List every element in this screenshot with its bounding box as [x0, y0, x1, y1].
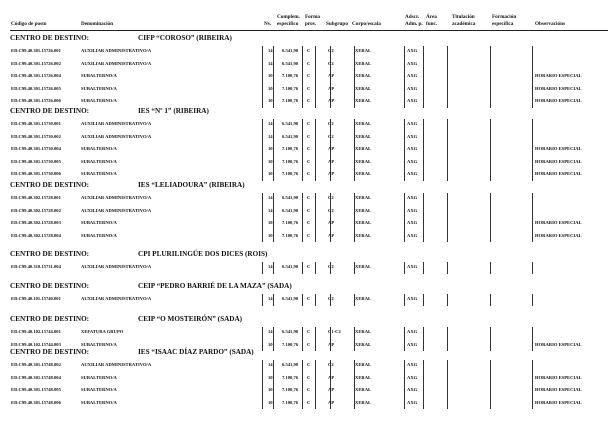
cell-complemento: 7.100,76	[282, 98, 299, 103]
cell-nivel: 14	[268, 264, 273, 269]
destination-section	[10, 34, 608, 108]
cell-nivel: 14	[268, 48, 273, 53]
cell-forma-provision: C	[307, 85, 311, 91]
cell-denominacion: SUBALTERNO/A	[81, 374, 117, 380]
cell-adscricion: AXG	[407, 48, 418, 53]
cell-corpo-escala: XERAL	[355, 220, 372, 225]
cell-nivel: 10	[268, 374, 273, 380]
cell-adscricion: AXG	[407, 195, 418, 200]
cell-subgrupo: AP	[328, 98, 335, 103]
cell-observacions: HORARIO ESPECIAL	[535, 146, 582, 151]
header-rule	[10, 30, 608, 31]
cell-observacions: HORARIO ESPECIAL	[535, 220, 582, 225]
cell-codigo: ED.C99.40.301.15730.004	[11, 146, 61, 151]
table-row	[10, 372, 608, 384]
cell-forma-provision: C	[307, 362, 311, 367]
cell-observacions: HORARIO ESPECIAL	[535, 341, 582, 347]
header-especifica: específica	[492, 21, 514, 27]
cell-adscricion: AXG	[407, 60, 418, 66]
section-label: CENTRO DE DESTINO:	[10, 181, 90, 189]
cell-subgrupo: C2	[328, 60, 334, 66]
cell-forma-provision: C	[307, 121, 311, 126]
destination-section	[10, 107, 608, 181]
destination-section	[10, 282, 608, 306]
table-row	[10, 118, 608, 130]
cell-complemento: 7.100,76	[282, 146, 299, 151]
cell-corpo-escala: XERAL	[355, 98, 372, 103]
cell-subgrupo: AP	[328, 171, 335, 176]
cell-adscricion: AXG	[407, 133, 418, 139]
cell-forma-provision: C	[307, 158, 311, 164]
cell-forma-provision: C	[307, 207, 311, 213]
cell-nivel: 10	[268, 146, 273, 151]
cell-codigo: ED.C99.40.301.15748.004	[11, 374, 61, 380]
cell-codigo: ED.C99.40.302.15728.001	[11, 195, 61, 200]
section-label: CENTRO DE DESTINO:	[10, 282, 90, 290]
cell-nivel: 10	[268, 232, 273, 238]
cell-corpo-escala: XERAL	[355, 48, 372, 53]
cell-denominacion: SUBALTERNO/A	[81, 98, 117, 103]
cell-adscricion: AXG	[407, 362, 418, 367]
cell-complemento: 7.100,76	[282, 341, 299, 347]
cell-forma-provision: C	[307, 220, 311, 225]
cell-codigo: ED.C99.40.101.15740.001	[11, 296, 61, 301]
cell-adscricion: AXG	[407, 146, 418, 151]
cell-nivel: 14	[268, 296, 273, 301]
cell-complemento: 6.541,90	[282, 207, 299, 213]
table-row	[10, 217, 608, 229]
cell-subgrupo: C2	[328, 207, 334, 213]
cell-adscricion: AXG	[407, 171, 418, 176]
cell-complemento: 6.541,90	[282, 48, 299, 53]
cell-nivel: 10	[268, 387, 273, 392]
cell-forma-provision: C	[307, 73, 311, 78]
cell-nivel: 14	[268, 362, 273, 367]
section-center-name: CEIP “PEDRO BARRIÉ DE LA MAZA” (SADA)	[138, 282, 292, 290]
cell-adscricion: AXG	[407, 387, 418, 392]
cell-forma-provision: C	[307, 133, 311, 139]
cell-nivel: 10	[268, 73, 273, 78]
cell-nivel: 14	[268, 133, 273, 139]
cell-nivel: 14	[268, 195, 273, 200]
destination-section	[10, 181, 608, 242]
cell-nivel: 14	[268, 207, 273, 213]
section-label: CENTRO DE DESTINO:	[10, 315, 90, 323]
table-row	[10, 230, 608, 242]
cell-complemento: 7.100,76	[282, 171, 299, 176]
table-row	[10, 95, 608, 107]
cell-adscricion: AXG	[407, 264, 418, 269]
table-row	[10, 58, 608, 70]
cell-adscricion: AXG	[407, 207, 418, 213]
cell-subgrupo: C2	[328, 195, 334, 200]
table-row	[10, 261, 608, 273]
cell-denominacion: XEFATURA GRUPO	[81, 329, 124, 334]
cell-forma-provision: C	[307, 296, 311, 301]
section-center-name: CEIP “O MOSTEIRÓN” (SADA)	[138, 315, 243, 323]
cell-codigo: ED.C99.40.301.15748.005	[11, 387, 61, 392]
cell-subgrupo: C1-C2	[328, 329, 341, 334]
destination-section	[10, 250, 608, 274]
cell-adscricion: AXG	[407, 232, 418, 238]
table-row	[10, 45, 608, 57]
cell-subgrupo: AP	[328, 387, 335, 392]
cell-denominacion: SUBALTERNO/A	[81, 85, 117, 91]
cell-denominacion: SUBALTERNO/A	[81, 232, 117, 238]
cell-corpo-escala: XERAL	[355, 146, 372, 151]
cell-subgrupo: AP	[328, 399, 335, 405]
cell-codigo: ED.C99.40.302.15728.004	[11, 232, 61, 238]
section-label: CENTRO DE DESTINO:	[10, 250, 90, 258]
cell-observacions: HORARIO ESPECIAL	[535, 85, 582, 91]
cell-nivel: 10	[268, 341, 273, 347]
cell-codigo: ED.C99.40.301.15726.005	[11, 85, 61, 91]
cell-complemento: 6.541,90	[282, 264, 299, 269]
cell-nivel: 14	[268, 329, 273, 334]
header-adscr: Adscr.	[405, 14, 420, 20]
cell-corpo-escala: XERAL	[355, 296, 372, 301]
cell-corpo-escala: XERAL	[355, 195, 372, 200]
table-row	[10, 156, 608, 168]
table-row	[10, 384, 608, 396]
header-subgrupo: Subgrupo	[326, 21, 348, 27]
cell-codigo: ED.C99.40.301.15726.006	[11, 98, 61, 103]
cell-complemento: 6.541,90	[282, 60, 299, 66]
cell-corpo-escala: XERAL	[355, 207, 372, 213]
cell-complemento: 7.100,76	[282, 85, 299, 91]
cell-complemento: 7.100,76	[282, 374, 299, 380]
cell-nivel: 10	[268, 158, 273, 164]
cell-adscricion: AXG	[407, 73, 418, 78]
cell-nivel: 10	[268, 98, 273, 103]
cell-observacions: HORARIO ESPECIAL	[535, 158, 582, 164]
cell-nivel: 14	[268, 60, 273, 66]
cell-corpo-escala: XERAL	[355, 362, 372, 367]
cell-corpo-escala: XERAL	[355, 329, 372, 334]
cell-subgrupo: AP	[328, 158, 335, 164]
header-adm-p: Adm. p.	[405, 21, 423, 27]
cell-subgrupo: AP	[328, 374, 335, 380]
table-row	[10, 293, 608, 305]
header-academica: académica	[452, 21, 476, 27]
cell-codigo: ED.C99.40.301.15730.001	[11, 121, 61, 126]
cell-codigo: ED.C99.40.102.15744.001	[11, 329, 61, 334]
cell-denominacion: SUBALTERNO/A	[81, 158, 117, 164]
table-row	[10, 131, 608, 143]
cell-corpo-escala: XERAL	[355, 374, 372, 380]
cell-corpo-escala: XERAL	[355, 341, 372, 347]
cell-denominacion: AUXILIAR ADMINISTRATIVO/A	[81, 195, 152, 200]
header-func: func.	[426, 21, 438, 27]
cell-forma-provision: C	[307, 341, 311, 347]
cell-subgrupo: AP	[328, 220, 335, 225]
cell-forma-provision: C	[307, 98, 311, 103]
cell-complemento: 7.100,76	[282, 220, 299, 225]
cell-subgrupo: C2	[328, 264, 334, 269]
header-area: Área	[426, 14, 437, 20]
cell-complemento: 7.100,76	[282, 73, 299, 78]
cell-forma-provision: C	[307, 399, 311, 405]
cell-forma-provision: C	[307, 48, 311, 53]
table-row	[10, 397, 608, 409]
destination-section	[10, 315, 608, 351]
cell-denominacion: AUXILIAR ADMINISTRATIVO/A	[81, 121, 152, 126]
cell-codigo: ED.C99.40.301.15730.006	[11, 171, 61, 176]
cell-forma-provision: C	[307, 146, 311, 151]
cell-complemento: 6.541,90	[282, 133, 299, 139]
cell-codigo: ED.C99.40.310.15731.004	[11, 264, 61, 269]
table-row	[10, 359, 608, 371]
cell-adscricion: AXG	[407, 158, 418, 164]
table-row	[10, 192, 608, 204]
cell-subgrupo: C2	[328, 133, 334, 139]
cell-codigo: ED.C99.40.102.15744.003	[11, 341, 61, 347]
cell-denominacion: SUBALTERNO/A	[81, 171, 117, 176]
header-formacion: Formación	[492, 14, 517, 20]
cell-forma-provision: C	[307, 264, 311, 269]
header-corpo-escala: Corpo/escala	[352, 21, 381, 27]
cell-denominacion: SUBALTERNO/A	[81, 341, 117, 347]
header-observacions: Observacións	[535, 21, 565, 27]
cell-denominacion: SUBALTERNO/A	[81, 146, 117, 151]
cell-subgrupo: C2	[328, 362, 334, 367]
cell-observacions: HORARIO ESPECIAL	[535, 232, 582, 238]
cell-corpo-escala: XERAL	[355, 121, 372, 126]
cell-denominacion: AUXILIAR ADMINISTRATIVO/A	[81, 362, 152, 367]
cell-nivel: 10	[268, 85, 273, 91]
cell-corpo-escala: XERAL	[355, 387, 372, 392]
cell-nivel: 14	[268, 121, 273, 126]
cell-complemento: 6.541,90	[282, 329, 299, 334]
cell-subgrupo: AP	[328, 341, 335, 347]
section-center-name: CPI PLURILINGÜE DOS DICES (ROIS)	[138, 250, 268, 258]
cell-corpo-escala: XERAL	[355, 171, 372, 176]
cell-observacions: HORARIO ESPECIAL	[535, 399, 582, 405]
table-row	[10, 326, 608, 338]
header-forma: Forma	[305, 14, 320, 20]
cell-adscricion: AXG	[407, 121, 418, 126]
cell-adscricion: AXG	[407, 98, 418, 103]
cell-corpo-escala: XERAL	[355, 399, 372, 405]
cell-corpo-escala: XERAL	[355, 133, 372, 139]
cell-subgrupo: AP	[328, 73, 335, 78]
cell-denominacion: SUBALTERNO/A	[81, 220, 117, 225]
table-row	[10, 143, 608, 155]
table-row	[10, 205, 608, 217]
section-center-name: CIFP “COROSO” (RIBEIRA)	[138, 34, 232, 42]
cell-complemento: 6.541,90	[282, 362, 299, 367]
cell-denominacion: SUBALTERNO/A	[81, 73, 117, 78]
cell-denominacion: SUBALTERNO/A	[81, 399, 117, 405]
cell-corpo-escala: XERAL	[355, 158, 372, 164]
cell-nivel: 10	[268, 220, 273, 225]
section-label: CENTRO DE DESTINO:	[10, 34, 90, 42]
cell-denominacion: SUBALTERNO/A	[81, 387, 117, 392]
cell-codigo: ED.C99.40.301.15730.002	[11, 133, 61, 139]
cell-subgrupo: C2	[328, 48, 334, 53]
cell-forma-provision: C	[307, 329, 311, 334]
cell-subgrupo: AP	[328, 146, 335, 151]
cell-observacions: HORARIO ESPECIAL	[535, 171, 582, 176]
cell-adscricion: AXG	[407, 341, 418, 347]
cell-corpo-escala: XERAL	[355, 264, 372, 269]
section-center-name: IES “ISAAC DÍAZ PARDO” (SADA)	[138, 348, 254, 356]
header-titulacion: Titulación	[452, 14, 475, 20]
section-center-name: IES “Nº 1” (RIBEIRA)	[138, 107, 209, 115]
header-especifico: específico	[277, 21, 299, 27]
cell-codigo: ED.C99.40.301.15726.002	[11, 60, 61, 66]
cell-subgrupo: C2	[328, 121, 334, 126]
header-denominacion: Denominación	[81, 21, 113, 27]
header-prov: prov.	[305, 21, 317, 27]
table-row	[10, 83, 608, 95]
table-row	[10, 168, 608, 180]
cell-adscricion: AXG	[407, 85, 418, 91]
cell-forma-provision: C	[307, 387, 311, 392]
cell-denominacion: AUXILIAR ADMINISTRATIVO/A	[81, 133, 152, 139]
cell-subgrupo: AP	[328, 232, 335, 238]
cell-observacions: HORARIO ESPECIAL	[535, 374, 582, 380]
cell-codigo: ED.C99.40.301.15748.006	[11, 399, 61, 405]
cell-adscricion: AXG	[407, 399, 418, 405]
cell-codigo: ED.C99.40.302.15728.002	[11, 207, 61, 213]
cell-observacions: HORARIO ESPECIAL	[535, 73, 582, 78]
header-codigo-posto: Código de posto	[11, 21, 47, 27]
cell-complemento: 7.100,76	[282, 232, 299, 238]
cell-adscricion: AXG	[407, 296, 418, 301]
cell-denominacion: AUXILIAR ADMINISTRATIVO/A	[81, 60, 152, 66]
cell-denominacion: AUXILIAR ADMINISTRATIVO/A	[81, 207, 152, 213]
cell-adscricion: AXG	[407, 220, 418, 225]
section-label: CENTRO DE DESTINO:	[10, 348, 90, 356]
cell-adscricion: AXG	[407, 329, 418, 334]
cell-codigo: ED.C99.40.301.15748.002	[11, 362, 61, 367]
cell-subgrupo: AP	[328, 85, 335, 91]
cell-codigo: ED.C99.40.301.15726.001	[11, 48, 61, 53]
cell-forma-provision: C	[307, 374, 311, 380]
cell-adscricion: AXG	[407, 374, 418, 380]
cell-corpo-escala: XERAL	[355, 73, 372, 78]
cell-forma-provision: C	[307, 171, 311, 176]
cell-complemento: 6.541,90	[282, 121, 299, 126]
cell-codigo: ED.C99.40.302.15728.003	[11, 220, 61, 225]
cell-complemento: 6.541,90	[282, 296, 299, 301]
destination-section	[10, 348, 608, 409]
cell-codigo: ED.C99.40.301.15730.005	[11, 158, 61, 164]
header-complem: Complem.	[277, 14, 300, 20]
cell-complemento: 7.100,76	[282, 387, 299, 392]
cell-corpo-escala: XERAL	[355, 85, 372, 91]
cell-complemento: 6.541,90	[282, 195, 299, 200]
cell-complemento: 7.100,76	[282, 399, 299, 405]
cell-forma-provision: C	[307, 195, 311, 200]
cell-nivel: 10	[268, 171, 273, 176]
cell-corpo-escala: XERAL	[355, 60, 372, 66]
header-nv: Nv.	[264, 21, 272, 27]
cell-denominacion: AUXILIAR ADMINISTRATIVO/A	[81, 48, 152, 53]
cell-forma-provision: C	[307, 232, 311, 238]
table-row	[10, 70, 608, 82]
cell-complemento: 7.100,76	[282, 158, 299, 164]
section-center-name: IES “LELIADOURA” (RIBEIRA)	[138, 181, 245, 189]
cell-subgrupo: C2	[328, 296, 334, 301]
section-label: CENTRO DE DESTINO:	[10, 107, 90, 115]
cell-denominacion: AUXILIAR ADMINISTRATIVO/A	[81, 264, 152, 269]
cell-observacions: HORARIO ESPECIAL	[535, 98, 582, 103]
cell-denominacion: AUXILIAR ADMINISTRATIVO/A	[81, 296, 152, 301]
cell-codigo: ED.C99.40.301.15726.004	[11, 73, 61, 78]
cell-forma-provision: C	[307, 60, 311, 66]
cell-corpo-escala: XERAL	[355, 232, 372, 238]
cell-nivel: 10	[268, 399, 273, 405]
cell-observacions: HORARIO ESPECIAL	[535, 387, 582, 392]
